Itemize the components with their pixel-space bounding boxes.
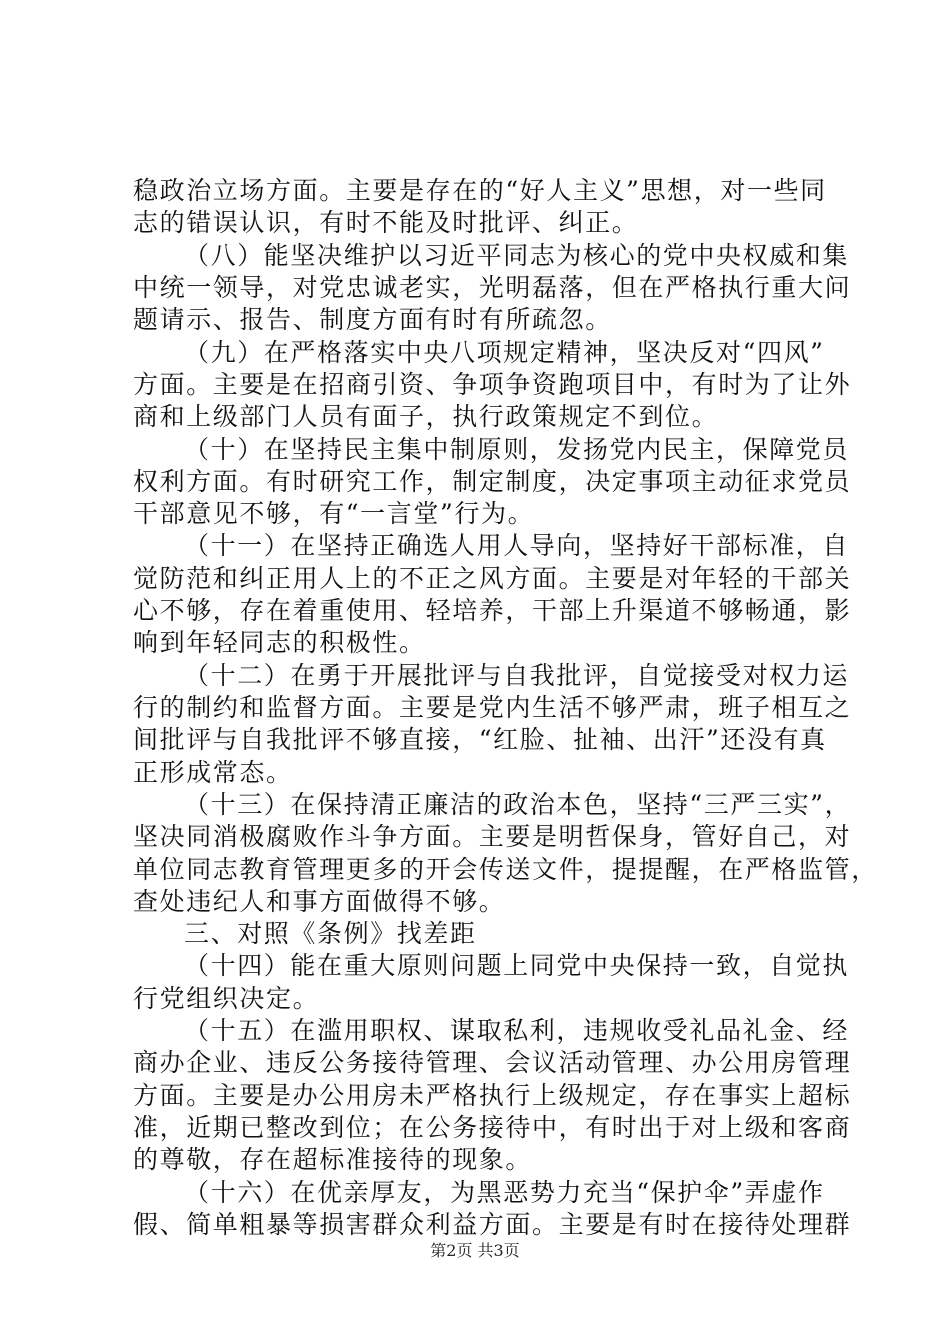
text-line: （十）在坚持民主集中制原则，发扬党内民主，保障党员 <box>184 435 850 464</box>
text-line: 方面。主要是在招商引资、争项争资跑项目中，有时为了让外 <box>133 370 852 399</box>
text-line: 干部意见不够，有“一言堂”行为。 <box>133 499 535 528</box>
text-line: 中统一领导，对党忠诚老实，光明磊落，但在严格执行重大问 <box>133 273 852 302</box>
text-line: 准，近期已整改到位；在公务接待中，有时出于对上级和客商 <box>133 1113 852 1142</box>
text-line: （十一）在坚持正确选人用人导向，坚持好干部标准，自 <box>184 531 850 560</box>
text-line: 商办企业、违反公务接待管理、会议活动管理、办公用房管理 <box>133 1048 852 1077</box>
text-line: 志的错误认识，有时不能及时批评、纠正。 <box>133 208 639 237</box>
text-line: 的尊敬，存在超标准接待的现象。 <box>133 1145 533 1174</box>
text-line: （十四）能在重大原则问题上同党中央保持一致，自觉执 <box>184 951 850 980</box>
section-heading: 三、对照《条例》找差距 <box>184 919 477 948</box>
text-line: 权利方面。有时研究工作，制定制度，决定事项主动征求党员 <box>133 467 852 496</box>
text-line: 觉防范和纠正用人上的不正之风方面。主要是对年轻的干部关 <box>133 564 852 593</box>
text-line: （九）在严格落实中央八项规定精神，坚决反对“四风” <box>184 338 825 367</box>
text-line: 行的制约和监督方面。主要是党内生活不够严肃，班子相互之 <box>133 693 852 722</box>
text-line: （十二）在勇于开展批评与自我批评，自觉接受对权力运 <box>184 661 850 690</box>
text-line: 心不够，存在着重使用、轻培养，干部上升渠道不够畅通，影 <box>133 596 852 625</box>
text-line: 行党组织决定。 <box>133 984 320 1013</box>
text-line: （八）能坚决维护以习近平同志为核心的党中央权威和集 <box>184 241 850 270</box>
text-line: 响到年轻同志的积极性。 <box>133 628 426 657</box>
page-number-footer: 第2页 共3页 <box>430 1241 520 1260</box>
text-line: 商和上级部门人员有面子，执行政策规定不到位。 <box>133 402 719 431</box>
text-line: （十六）在优亲厚友，为黑恶势力充当“保护伞”弄虚作 <box>184 1178 825 1207</box>
text-line: 假、简单粗暴等损害群众利益方面。主要是有时在接待处理群 <box>133 1210 852 1239</box>
text-line: （十三）在保持清正廉洁的政治本色，坚持“三严三实”， <box>184 790 852 819</box>
text-line: （十五）在滥用职权、谋取私利，违规收受礼品礼金、经 <box>184 1016 850 1045</box>
text-line: 方面。主要是办公用房未严格执行上级规定，存在事实上超标 <box>133 1081 852 1110</box>
text-line: 正形成常态。 <box>133 758 293 787</box>
text-line: 稳政治立场方面。主要是存在的“好人主义”思想，对一些同 <box>133 176 827 205</box>
text-line: 间批评与自我批评不够直接，“红脸、扯袖、出汗”还没有真 <box>133 725 827 754</box>
text-line: 题请示、报告、制度方面有时有所疏忽。 <box>133 305 612 334</box>
text-line: 查处违纪人和事方面做得不够。 <box>133 887 506 916</box>
text-line: 单位同志教育管理更多的开会传送文件，提提醒，在严格监管， <box>133 855 878 884</box>
text-line: 坚决同消极腐败作斗争方面。主要是明哲保身，管好自己，对 <box>133 822 852 851</box>
